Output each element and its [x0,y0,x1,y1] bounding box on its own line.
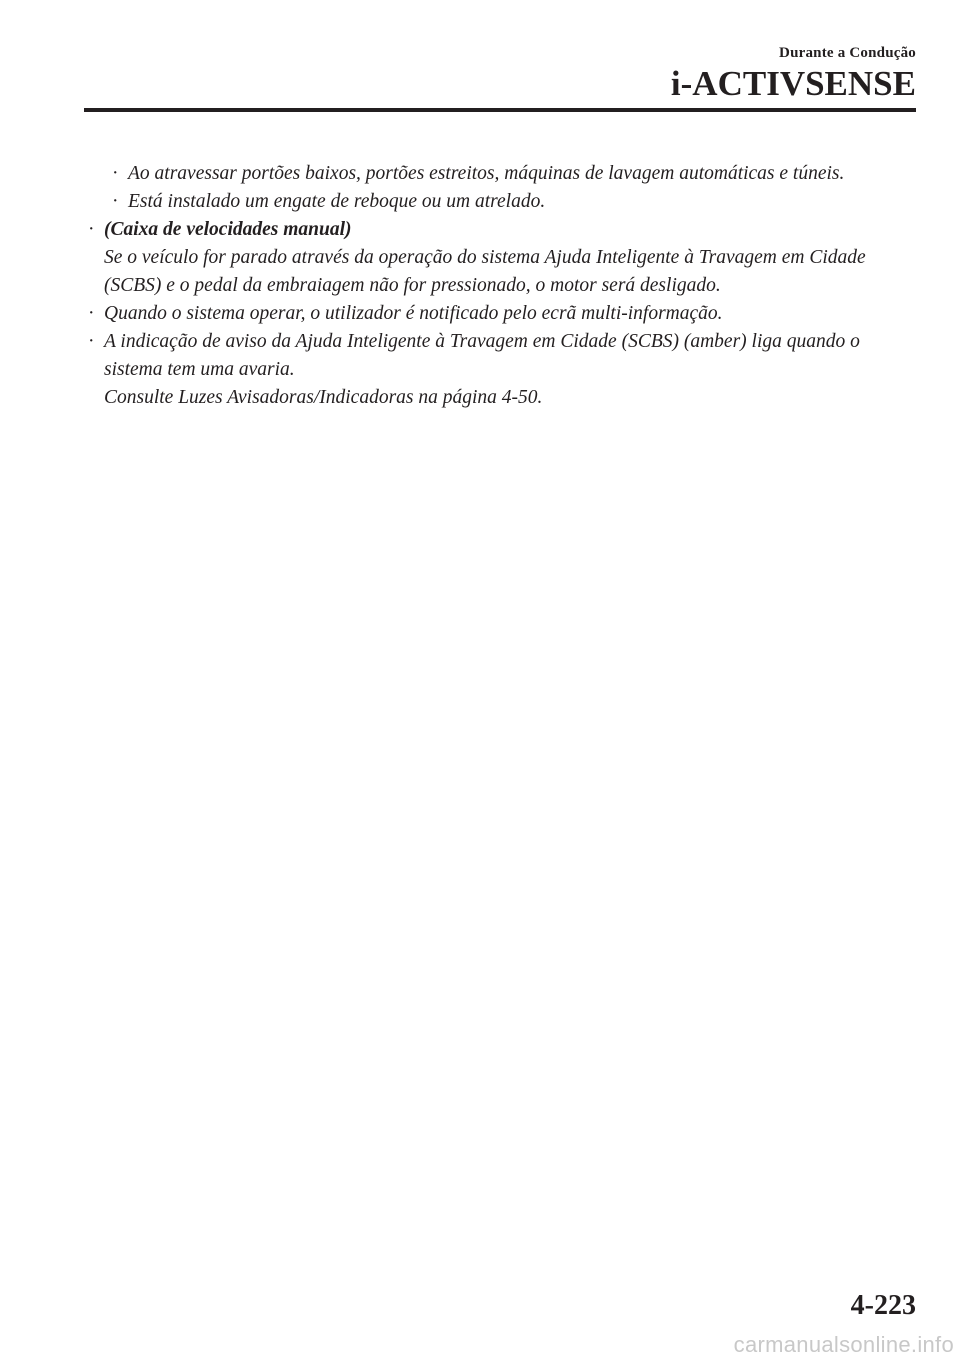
warning-text: A indicação de aviso da Ajuda Inteligente à Travagem em Cidade (SCBS) (amber) liga quando o sistema tem uma avaria. [104,331,860,380]
bullet-icon: · [88,219,95,240]
bullet-icon: · [88,303,95,324]
list-item [84,188,914,216]
chapter-title: i-ACTIVSENSE [670,64,916,103]
page-header [671,44,916,104]
manual-gearbox-title: (Caixa de velocidades manual) [104,219,352,240]
list-item-warning [84,328,914,412]
manual-gearbox-text: Se o veículo for parado através da operação do sistema Ajuda Inteligente à Travagem em Cidade (SCBS) e o pedal da embraiagem não for pressionado, o motor será desligado. [104,247,866,296]
reference-text: Consulte Luzes Avisadoras/Indicadoras na página 4-50. [104,387,543,408]
list-item-manual-gearbox [84,216,914,300]
page-content [84,160,914,412]
bullet-icon: · [112,163,119,184]
list-item-notification [84,300,914,328]
page-number: 4-223 [850,1290,916,1321]
section-title: Durante a Condução [779,45,916,61]
notification-text: Quando o sistema operar, o utilizador é notificado pelo ecrã multi-informação. [104,303,723,324]
watermark: carmanualsonline.info [733,1332,954,1357]
header-divider [84,108,916,112]
list-item [84,160,914,188]
list-item-text: Está instalado um engate de reboque ou um atrelado. [128,191,546,212]
list-item-text: Ao atravessar portões baixos, portões estreitos, máquinas de lavagem automáticas e túneis. [128,163,845,184]
bullet-icon: · [112,191,119,212]
bullet-icon: · [88,331,95,352]
